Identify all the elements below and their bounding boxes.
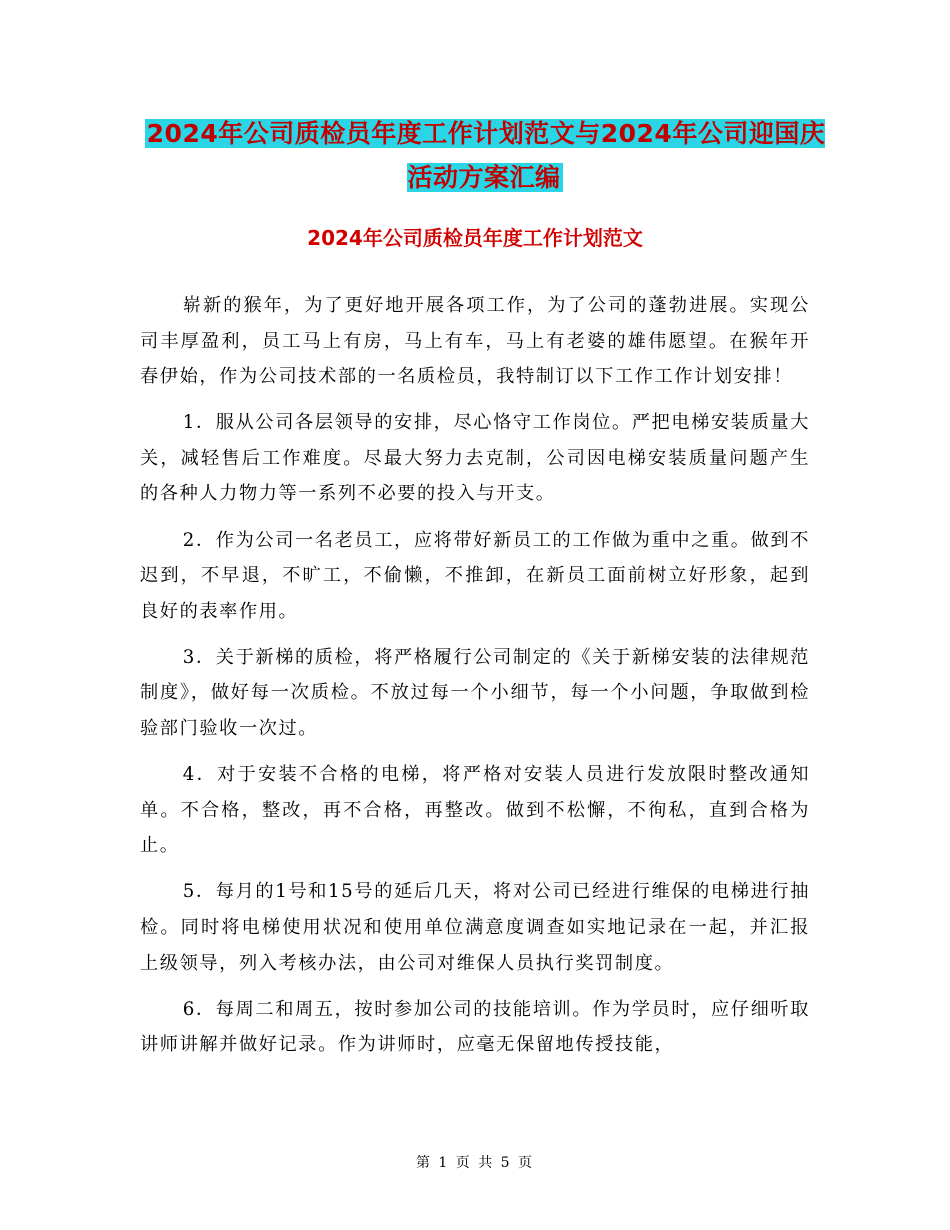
paragraph-item-2: 2．作为公司一名老员工，应将带好新员工的工作做为重中之重。做到不迟到，不早退，不旷工，不偷懒，不推卸，在新员工面前树立好形象，起到良好的表率作用。 — [140, 529, 810, 622]
document-body — [140, 288, 810, 1073]
document-title-text: 2024年公司质检员年度工作计划范文与2024年公司迎国庆活动方案汇编 — [146, 119, 826, 192]
paragraph-intro: 崭新的猴年，为了更好地开展各项工作，为了公司的蓬勃进展。实现公司丰厚盈利，员工马上有房，马上有车，马上有老婆的雄伟愿望。在猴年开春伊始，作为公司技术部的一名质检员，我特制订以下工作工作计划安排！ — [140, 295, 810, 388]
document-title — [140, 112, 830, 200]
paragraph-item-4: 4．对于安装不合格的电梯，将严格对安装人员进行发放限时整改通知单。不合格，整改，再不合格，再整改。做到不松懈，不徇私，直到合格为止。 — [140, 764, 810, 857]
paragraph-item-6: 6．每周二和周五，按时参加公司的技能培训。作为学员时，应仔细听取讲师讲解并做好记录。作为讲师时，应毫无保留地传授技能， — [140, 998, 810, 1056]
page-number-footer: 第 1 页 共 5 页 — [415, 1155, 535, 1171]
paragraph-item-1: 1．服从公司各层领导的安排，尽心恪守工作岗位。严把电梯安装质量大关，减轻售后工作难度。尽最大努力去克制，公司因电梯安装质量问题产生的各种人力物力等一系列不必要的投入与开支。 — [140, 412, 810, 505]
paragraph-item-3: 3．关于新梯的质检，将严格履行公司制定的《关于新梯安装的法律规范制度》，做好每一次质检。不放过每一个小细节，每一个小问题，争取做到检验部门验收一次过。 — [140, 646, 810, 740]
section-title: 2024年公司质检员年度工作计划范文 — [307, 226, 643, 250]
paragraph-item-5: 5．每月的1号和15号的延后几天，将对公司已经进行维保的电梯进行抽检。同时将电梯使用状况和使用单位满意度调查如实地记录在一起，并汇报上级领导，列入考核办法，由公司对维保人员执行奖罚制度。 — [140, 881, 810, 974]
